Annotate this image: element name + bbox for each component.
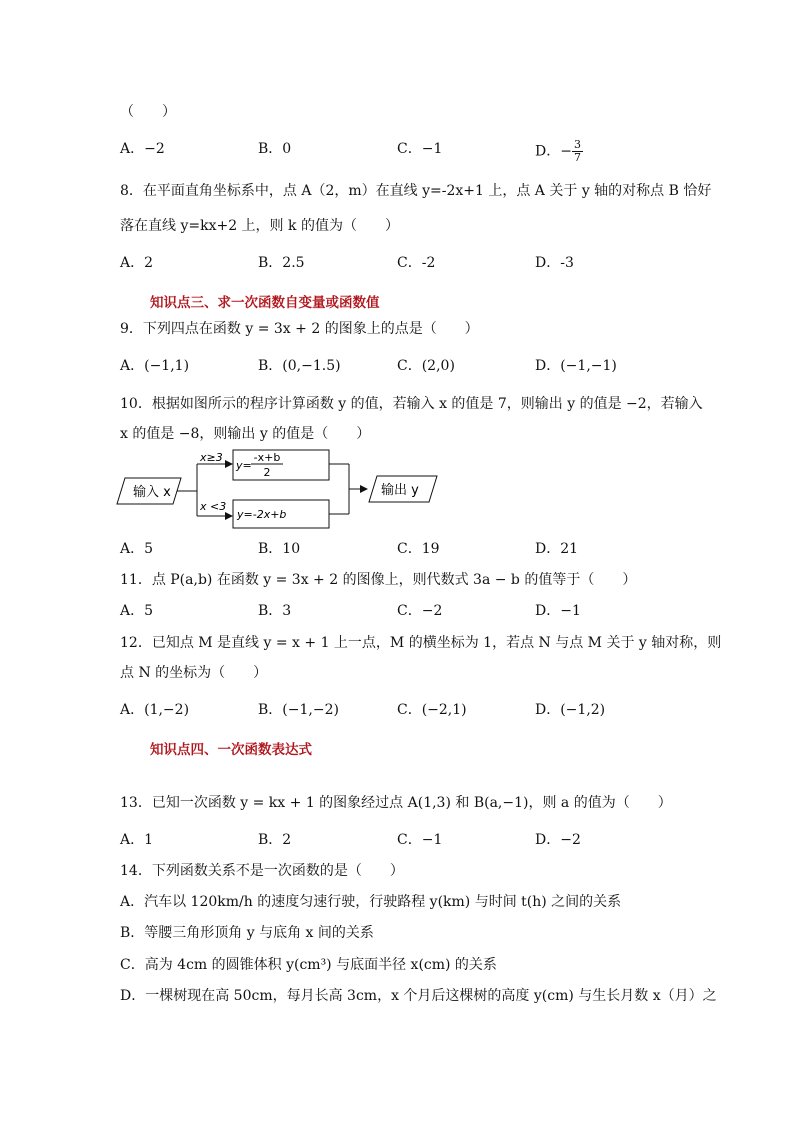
q11-option-c[interactable]: C．−2	[397, 603, 443, 619]
q12-option-a[interactable]: A．(1,−2)	[120, 702, 190, 718]
q9-option-b[interactable]: B．(0,−1.5)	[258, 358, 341, 374]
q10-option-a[interactable]: A．5	[120, 541, 154, 557]
formula-bottom: y=-2x+b	[237, 508, 287, 521]
q14-option-b[interactable]: B．等腰三角形顶角 y 与底角 x 间的关系	[120, 925, 374, 941]
q7-option-a[interactable]: A．−2	[120, 141, 165, 157]
q12-stem-line2: 点 N 的坐标为（ ）	[120, 665, 268, 681]
formula-top-prefix: y=	[236, 459, 252, 472]
q12-option-b[interactable]: B．(−1,−2)	[258, 702, 339, 718]
q7-paren: （ ）	[120, 104, 176, 120]
q9-option-d[interactable]: D．(−1,−1)	[535, 358, 617, 374]
q9-stem: 9．下列四点在函数 y = 3x + 2 的图象上的点是（ ）	[120, 321, 479, 337]
q7-option-b[interactable]: B．0	[258, 141, 292, 157]
section-heading-4: 知识点四、一次函数表达式	[150, 742, 312, 758]
q10-option-b[interactable]: B．10	[258, 541, 301, 557]
q11-option-b[interactable]: B．3	[258, 603, 292, 619]
q7-option-c[interactable]: C．−1	[397, 141, 443, 157]
q13-stem: 13．已知一次函数 y = kx + 1 的图象经过点 A(1,3) 和 B(a,−1)，则 a 的值为（ ）	[120, 795, 672, 811]
q12-option-d[interactable]: D．(−1,2)	[535, 702, 606, 718]
q11-option-d[interactable]: D．−1	[535, 603, 581, 619]
q13-option-a[interactable]: A．1	[120, 832, 154, 848]
output-label: 输出 y	[381, 483, 419, 498]
q8-stem-line2: 落在直线 y=kx+2 上，则 k 的值为（ ）	[120, 218, 399, 234]
q8-stem-line1: 8．在平面直角坐标系中，点 A（2，m）在直线 y=-2x+1 上，点 A 关于 y 轴的对称点 B 恰好	[120, 183, 712, 199]
q13-option-c[interactable]: C．−1	[397, 832, 443, 848]
q12-stem-line1: 12．已知点 M 是直线 y = x + 1 上一点，M 的横坐标为 1，若点 N 与点 M 关于 y 轴对称，则	[120, 635, 722, 651]
q8-option-b[interactable]: B．2.5	[258, 255, 305, 271]
q8-option-d[interactable]: D．-3	[535, 255, 574, 271]
q8-option-c[interactable]: C．-2	[397, 255, 436, 271]
q10-stem-line2: x 的值是 −8，则输出 y 的值是（ ）	[120, 426, 371, 442]
q10-option-c[interactable]: C．19	[397, 541, 440, 557]
q10-option-d[interactable]: D．21	[535, 541, 579, 557]
program-flowchart	[115, 446, 455, 532]
q13-option-d[interactable]: D．−2	[535, 832, 581, 848]
q9-option-a[interactable]: A．(−1,1)	[120, 358, 190, 374]
condition-top: x≥3	[200, 451, 223, 464]
q9-option-c[interactable]: C．(2,0)	[397, 358, 455, 374]
q12-option-c[interactable]: C．(−2,1)	[397, 702, 467, 718]
q8-option-a[interactable]: A．2	[120, 255, 154, 271]
condition-bottom: x <3	[200, 500, 227, 513]
q14-stem: 14．下列函数关系不是一次函数的是（ ）	[120, 863, 404, 879]
formula-top-numerator: -x+b	[253, 451, 281, 464]
section-heading-3: 知识点三、求一次函数自变量或函数值	[150, 295, 380, 311]
q11-option-a[interactable]: A．5	[120, 603, 154, 619]
formula-top-denominator: 2	[263, 466, 271, 479]
q10-stem-line1: 10．根据如图所示的程序计算函数 y 的值，若输入 x 的值是 7，则输出 y 的值是 −2，若输入	[120, 396, 703, 412]
q14-option-c[interactable]: C．高为 4cm 的圆锥体积 y(cm³) 与底面半径 x(cm) 的关系	[120, 957, 497, 973]
input-label: 输入 x	[133, 485, 171, 500]
q7-option-d[interactable]: D．− $\frac{3}{7}$	[535, 138, 581, 164]
q14-option-d[interactable]: D．一棵树现在高 50cm，每月长高 3cm，x 个月后这棵树的高度 y(cm) 与生长月数 x（月）之	[120, 988, 717, 1004]
q11-stem: 11．点 P(a,b) 在函数 y = 3x + 2 的图像上，则代数式 3a − b 的值等于（ ）	[120, 572, 637, 588]
q13-option-b[interactable]: B．2	[258, 832, 292, 848]
fraction-3-7: $\frac{3}{7}$	[573, 138, 581, 164]
q14-option-a[interactable]: A．汽车以 120km/h 的速度匀速行驶，行驶路程 y(km) 与时间 t(h) 之间的关系	[120, 894, 622, 910]
